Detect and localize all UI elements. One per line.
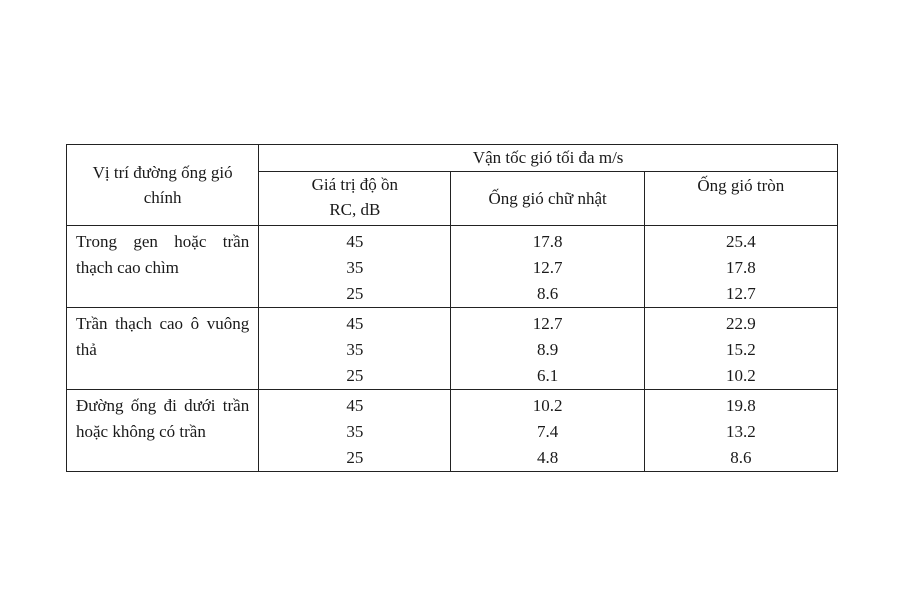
rc-value: 35 xyxy=(346,258,364,277)
round-value: 15.2 xyxy=(725,340,756,359)
round-value: 17.8 xyxy=(725,258,756,277)
rc-value: 25 xyxy=(346,448,364,467)
rect-value: 6.1 xyxy=(536,366,559,385)
table-row xyxy=(67,308,838,390)
rc-value: 45 xyxy=(346,314,364,333)
rc-value: 45 xyxy=(346,232,364,251)
rect-header: Ống gió chữ nhật xyxy=(488,189,607,208)
position-header-cell xyxy=(67,145,259,226)
rect-header-cell xyxy=(451,172,644,226)
rc-cell xyxy=(259,308,451,390)
header-row-top xyxy=(67,145,838,172)
rect-cell xyxy=(451,308,644,390)
table-row xyxy=(67,390,838,472)
group-header: Vận tốc gió tối đa m/s xyxy=(472,148,624,167)
group-header-cell xyxy=(259,145,838,172)
position-cell xyxy=(67,226,259,308)
rc-cell xyxy=(259,390,451,472)
position-cell xyxy=(67,390,259,472)
round-value: 10.2 xyxy=(725,366,756,385)
table-row xyxy=(67,226,838,308)
rc-value: 35 xyxy=(346,340,364,359)
rect-value: 4.8 xyxy=(536,448,559,467)
rc-value: 25 xyxy=(346,366,364,385)
round-cell xyxy=(644,308,837,390)
rect-cell xyxy=(451,390,644,472)
position-header: Vị trí đường ống gió chính xyxy=(92,163,233,207)
position-cell xyxy=(67,308,259,390)
noise-header-cell xyxy=(259,172,451,226)
round-value: 13.2 xyxy=(725,422,756,441)
rect-value: 12.7 xyxy=(532,314,563,333)
rect-cell xyxy=(451,226,644,308)
rc-value: 45 xyxy=(346,396,364,415)
round-cell xyxy=(644,390,837,472)
position-text: Trong gen hoặc trần thạch cao chìm xyxy=(76,232,250,277)
round-value: 22.9 xyxy=(725,314,756,333)
round-header: Ống gió tròn xyxy=(697,176,785,195)
round-value: 25.4 xyxy=(725,232,756,251)
rect-value: 8.9 xyxy=(536,340,559,359)
round-cell xyxy=(644,226,837,308)
position-text: Trần thạch cao ô vuông thả xyxy=(76,314,250,359)
rect-value: 17.8 xyxy=(532,232,563,251)
rect-value: 12.7 xyxy=(532,258,563,277)
round-value: 19.8 xyxy=(725,396,756,415)
noise-header: Giá trị độ ồn RC, dB xyxy=(311,175,399,219)
round-value: 12.7 xyxy=(725,284,756,303)
rect-value: 7.4 xyxy=(536,422,559,441)
rc-value: 35 xyxy=(346,422,364,441)
rect-value: 10.2 xyxy=(532,396,563,415)
round-header-cell xyxy=(644,172,837,226)
rect-value: 8.6 xyxy=(536,284,559,303)
rc-value: 25 xyxy=(346,284,364,303)
velocity-table xyxy=(66,144,838,472)
position-text: Đường ống đi dưới trần hoặc không có trần xyxy=(76,396,250,441)
round-value: 8.6 xyxy=(730,448,752,467)
rc-cell xyxy=(259,226,451,308)
